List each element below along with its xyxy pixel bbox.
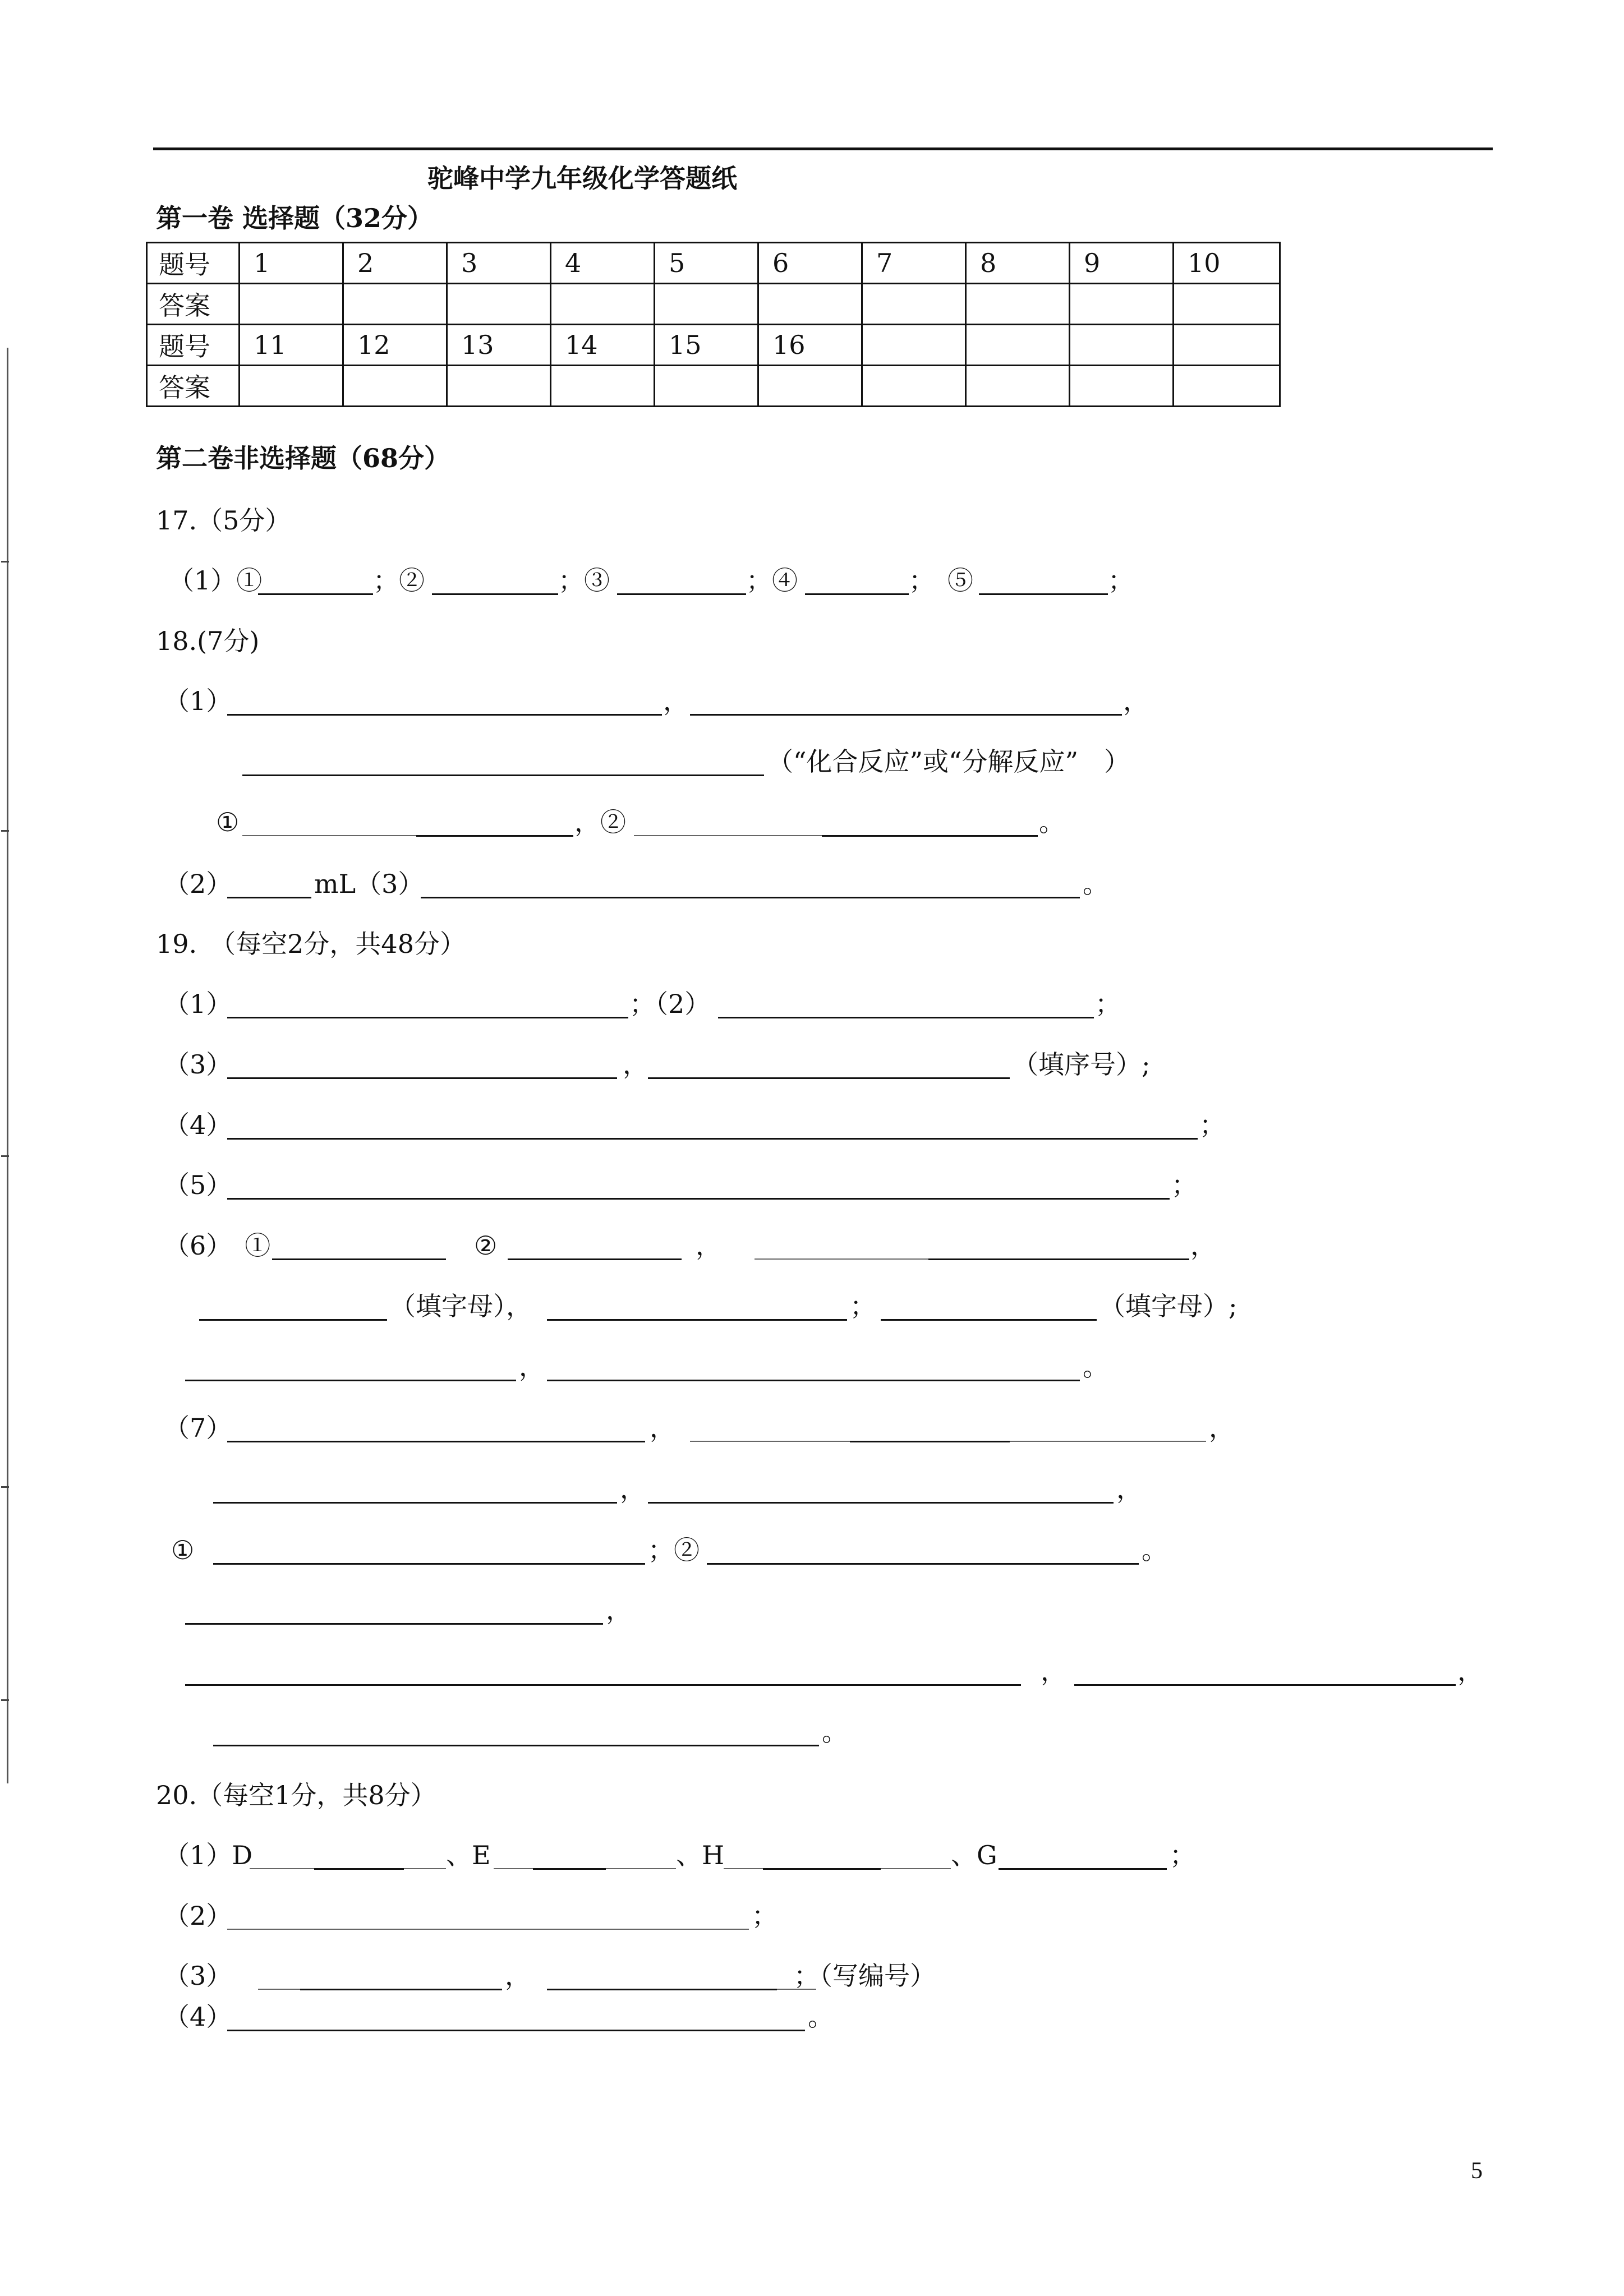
fill-letter-hint: （填字母）;: [1099, 1291, 1237, 1321]
answer-blank[interactable]: [707, 1563, 1139, 1565]
answer-blank[interactable]: [755, 1258, 928, 1260]
q20-part4-label: （4）: [164, 2002, 232, 2032]
answer-blank[interactable]: [227, 714, 662, 716]
table-row: [147, 243, 1280, 284]
q19-part1-label: （1）: [164, 989, 232, 1019]
answer-blank[interactable]: [648, 1077, 1010, 1079]
question-number-label: 题号: [147, 325, 240, 366]
answer-blank[interactable]: [850, 1441, 1010, 1442]
table-cell: 8: [966, 243, 1070, 284]
circle-2: ②: [474, 1230, 498, 1261]
answer-blank[interactable]: [227, 1441, 645, 1442]
q17-end: ；: [1108, 565, 1134, 596]
answer-blank[interactable]: [227, 897, 311, 898]
table-cell: 5: [655, 243, 758, 284]
answer-cell[interactable]: [655, 284, 758, 325]
q19-part2-label: ；（2）: [629, 989, 711, 1019]
part1-heading: 第一卷 选择题（32分）: [156, 203, 434, 233]
semicolon: ；: [1199, 1110, 1225, 1140]
answer-cell[interactable]: [447, 366, 551, 407]
answer-blank[interactable]: [185, 1623, 603, 1625]
q19-header: 19. （每空2分，共48分）: [156, 929, 466, 959]
q18-header: 18.(7分): [156, 626, 260, 656]
answer-blank[interactable]: [227, 2030, 805, 2031]
q19-part4-label: （4）: [164, 1110, 232, 1140]
answer-blank[interactable]: [213, 1563, 645, 1565]
q20-part2-label: （2）: [164, 1901, 232, 1931]
table-cell: 15: [655, 325, 758, 366]
circle-2: ；②: [648, 1535, 700, 1565]
answer-blank[interactable]: [227, 1017, 628, 1018]
answer-cell[interactable]: [758, 284, 862, 325]
table-cell: 1: [240, 243, 343, 284]
comma: ，: [696, 1230, 721, 1261]
header-rule: [153, 147, 1493, 150]
table-cell: 6: [758, 243, 862, 284]
table-cell: [1174, 325, 1280, 366]
answer-table: [146, 242, 1281, 407]
fill-order-hint: （填序号）;: [1013, 1049, 1151, 1080]
period: 。: [1142, 1535, 1167, 1565]
answer-blank[interactable]: [690, 1441, 850, 1442]
q18-part1-label: （1）: [164, 686, 232, 716]
binding-mark: [1, 830, 9, 832]
q17-part1-label: （1）①: [168, 565, 263, 596]
answer-blank[interactable]: [227, 1138, 1198, 1140]
question-number-label: 题号: [147, 243, 240, 284]
answer-cell[interactable]: [343, 284, 447, 325]
q17-sep: ；②: [373, 565, 425, 596]
comma: ，: [650, 1413, 675, 1443]
q18-hint: （“化合反应”或“分解反应” ）: [767, 746, 1130, 777]
answer-cell[interactable]: [447, 284, 551, 325]
sep-e: 、E: [446, 1840, 491, 1870]
answer-blank[interactable]: [199, 1319, 387, 1321]
period: 。: [1083, 1352, 1108, 1382]
ml-label: mL（3）: [314, 869, 424, 899]
answer-blank[interactable]: [421, 897, 1080, 898]
comma: ，: [623, 1049, 648, 1080]
answer-blank[interactable]: [763, 1868, 881, 1870]
table-cell: [1070, 325, 1174, 366]
q19-part7-label: （7）: [164, 1413, 232, 1443]
answer-blank[interactable]: [979, 593, 1108, 595]
answer-blank[interactable]: [213, 1502, 617, 1504]
answer-cell[interactable]: [1070, 366, 1174, 407]
answer-blank[interactable]: [404, 1868, 446, 1869]
answer-cell[interactable]: [551, 366, 655, 407]
table-cell: 7: [862, 243, 966, 284]
answer-blank[interactable]: [606, 1868, 676, 1869]
q19-part3-label: （3）: [164, 1049, 232, 1080]
answer-blank[interactable]: [508, 1258, 682, 1260]
answer-cell[interactable]: [1174, 366, 1280, 407]
answer-label: 答案: [147, 284, 240, 325]
page-number: 5: [1471, 2158, 1483, 2184]
answer-blank[interactable]: [250, 1868, 314, 1869]
sep-h: 、H: [676, 1840, 725, 1870]
comma: ，: [1041, 1656, 1066, 1686]
q17-sep: ；④: [746, 565, 798, 596]
comma: ，: [1123, 686, 1149, 716]
table-cell: 12: [343, 325, 447, 366]
semicolon: ；: [1095, 989, 1121, 1019]
answer-blank[interactable]: [533, 1868, 606, 1870]
semicolon: ；: [1170, 1840, 1195, 1870]
period: 。: [1083, 869, 1108, 899]
answer-blank[interactable]: [227, 1929, 749, 1930]
q17-header: 17.（5分）: [156, 505, 291, 536]
binding-mark: [1, 1699, 9, 1701]
binding-margin-line: [7, 348, 8, 1783]
comma: ，: [519, 1352, 545, 1382]
answer-blank[interactable]: [314, 1868, 404, 1870]
answer-cell[interactable]: [758, 366, 862, 407]
page-title: 驼峰中学九年级化学答题纸: [427, 163, 737, 193]
table-cell: 10: [1174, 243, 1280, 284]
answer-cell[interactable]: [240, 366, 343, 407]
table-cell: 4: [551, 243, 655, 284]
comma: ，: [1209, 1413, 1235, 1443]
answer-blank[interactable]: [242, 774, 764, 776]
table-row: [147, 284, 1280, 325]
semicolon: ；: [850, 1291, 876, 1321]
q19-part6-label: （6） ①: [164, 1230, 271, 1261]
table-cell: 13: [447, 325, 551, 366]
q20-header: 20.（每空1分，共8分）: [156, 1780, 436, 1810]
answer-blank[interactable]: [718, 1017, 1094, 1018]
answer-blank[interactable]: [634, 835, 822, 836]
answer-blank[interactable]: [242, 835, 416, 836]
comma: ，: [606, 1595, 632, 1625]
answer-blank[interactable]: [1074, 1684, 1456, 1686]
comma: ，: [1190, 1230, 1216, 1261]
answer-label: 答案: [147, 366, 240, 407]
table-cell: 14: [551, 325, 655, 366]
answer-blank[interactable]: [547, 1380, 1080, 1381]
answer-blank[interactable]: [185, 1684, 1021, 1686]
sep-g: 、G: [951, 1840, 997, 1870]
circle-1: ①: [171, 1535, 195, 1565]
answer-blank[interactable]: [227, 1198, 1170, 1200]
answer-blank[interactable]: [213, 1745, 819, 1746]
answer-cell[interactable]: [343, 366, 447, 407]
table-cell: 16: [758, 325, 862, 366]
comma: ，: [620, 1474, 646, 1504]
answer-blank[interactable]: [547, 1989, 777, 1990]
table-cell: 11: [240, 325, 343, 366]
answer-blank[interactable]: [1010, 1441, 1206, 1442]
table-cell: 2: [343, 243, 447, 284]
q20-part3-label: （3）: [164, 1961, 232, 1991]
answer-blank[interactable]: [648, 1502, 1114, 1504]
answer-blank[interactable]: [881, 1319, 1097, 1321]
answer-blank[interactable]: [258, 1989, 300, 1990]
table-cell: 9: [1070, 243, 1174, 284]
answer-cell[interactable]: [1174, 284, 1280, 325]
answer-cell[interactable]: [862, 366, 966, 407]
answer-cell[interactable]: [862, 284, 966, 325]
binding-mark: [1, 1155, 9, 1157]
comma: ，: [1116, 1474, 1142, 1504]
period: 。: [808, 2002, 834, 2032]
q19-part5-label: （5）: [164, 1170, 232, 1200]
answer-blank[interactable]: [272, 1258, 446, 1260]
part2-heading: 第二卷非选择题（68分）: [156, 443, 450, 473]
semicolon: ；: [1171, 1170, 1197, 1200]
answer-blank[interactable]: [928, 1258, 1189, 1260]
answer-blank[interactable]: [227, 1077, 617, 1079]
answer-cell[interactable]: [551, 284, 655, 325]
table-cell: 3: [447, 243, 551, 284]
answer-blank[interactable]: [617, 593, 746, 595]
comma: ，: [663, 686, 689, 716]
answer-blank[interactable]: [805, 593, 909, 595]
answer-cell[interactable]: [966, 284, 1070, 325]
write-number-hint: ；（写编号）: [794, 1961, 936, 1991]
table-row: [147, 325, 1280, 366]
table-row: [147, 366, 1280, 407]
answer-blank[interactable]: [432, 593, 558, 595]
answer-blank[interactable]: [547, 1319, 847, 1321]
answer-cell[interactable]: [966, 366, 1070, 407]
table-cell: [862, 325, 966, 366]
answer-blank[interactable]: [185, 1380, 516, 1381]
fill-letter-hint: （填字母），: [390, 1291, 532, 1321]
period: 。: [822, 1717, 848, 1747]
answer-blank[interactable]: [881, 1868, 951, 1869]
table-cell: [966, 325, 1070, 366]
answer-blank[interactable]: [416, 835, 573, 837]
answer-blank[interactable]: [690, 714, 1122, 716]
comma: ，: [1457, 1656, 1483, 1686]
answer-blank[interactable]: [494, 1868, 533, 1869]
answer-cell[interactable]: [655, 366, 758, 407]
answer-cell[interactable]: [1070, 284, 1174, 325]
answer-blank[interactable]: [724, 1868, 763, 1869]
answer-blank[interactable]: [822, 835, 1038, 837]
comma: ，: [505, 1961, 531, 1991]
binding-mark: [1, 1486, 9, 1488]
period: 。: [1039, 807, 1065, 837]
answer-blank[interactable]: [999, 1868, 1167, 1870]
answer-blank[interactable]: [258, 593, 373, 595]
semicolon: ；: [752, 1901, 778, 1931]
q18-part2-label: （2）: [164, 869, 232, 899]
q17-sep: ； ⑤: [909, 565, 973, 596]
answer-blank[interactable]: [300, 1989, 502, 1990]
answer-cell[interactable]: [240, 284, 343, 325]
q20-part1-label: （1）D: [164, 1840, 253, 1870]
binding-mark: [1, 561, 9, 563]
circle-2: ，②: [574, 807, 626, 837]
q17-sep: ；③: [558, 565, 610, 596]
circle-1: ①: [216, 807, 240, 837]
